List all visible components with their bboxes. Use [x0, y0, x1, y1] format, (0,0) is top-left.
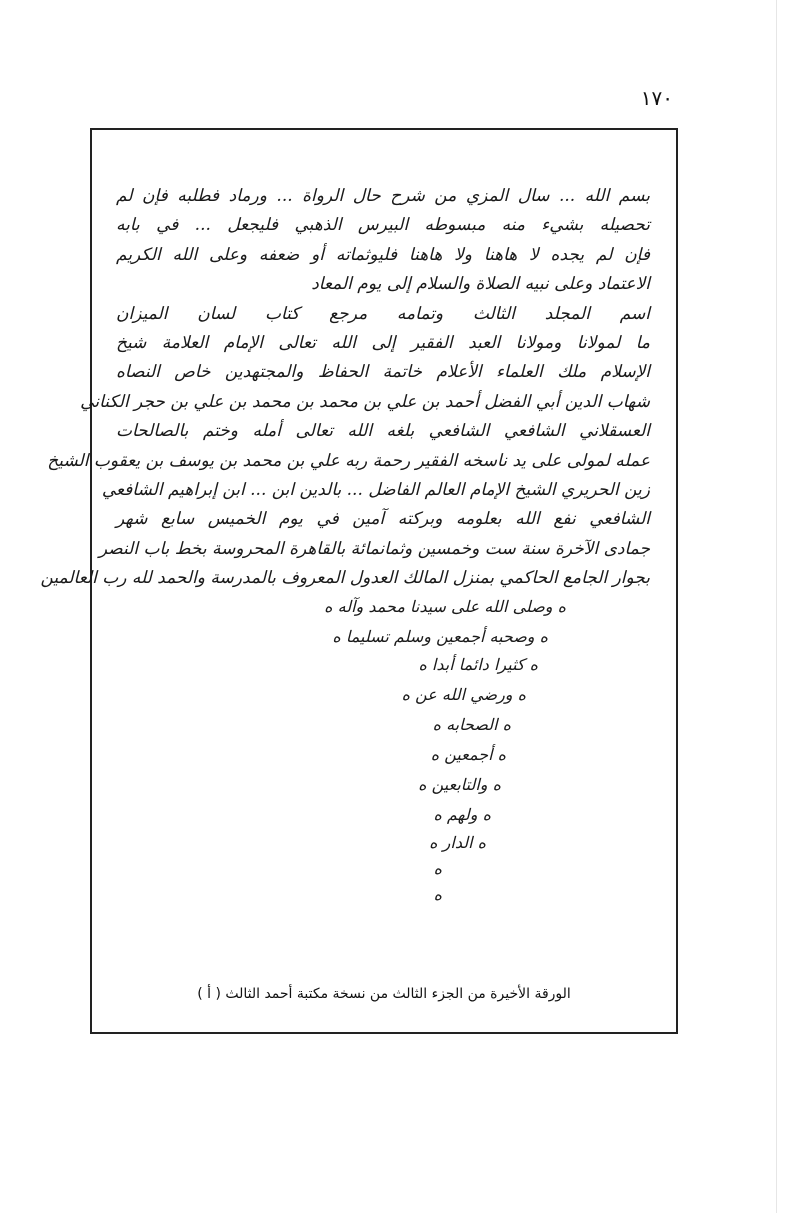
manuscript-line: العسقلاني الشافعي الشافعي بلغه الله تعالى أمله وختم بالصالحات	[116, 421, 650, 442]
colophon-line: ه	[433, 859, 442, 878]
colophon-line: ه الصحابه ه	[432, 715, 511, 734]
colophon-line: ه وصلى الله على سيدنا محمد وآله ه	[324, 597, 566, 616]
colophon-line: ه وصحبه أجمعين وسلم تسليما ه	[332, 627, 548, 646]
colophon-line: ه كثيرا دائما أبدا ه	[418, 655, 538, 674]
colophon-line: ه الدار ه	[429, 833, 486, 852]
manuscript-line: جمادى الآخرة سنة ست وخمسين وثمانمائة بالقاهرة المحروسة بخط باب النصر	[98, 538, 650, 559]
manuscript-line: فإن لم يجده لا هاهنا ولا هاهنا فليوثماته أو ضعفه وعلى الله الكريم	[116, 244, 650, 265]
manuscript-line: بسم الله ... سال المزي من شرح حال الرواة ... ورماد فطلبه فإن لم	[116, 186, 650, 206]
colophon-line: ه	[433, 885, 442, 904]
manuscript-line: شهاب الدين أبي الفضل أحمد بن علي بن محمد بن محمد بن علي بن حجر الكناني	[80, 391, 650, 412]
manuscript-line: تحصيله بشيء منه مبسوطه البيرس الذهبي فليجعل ... في بابه	[116, 215, 650, 236]
colophon-line: ه والتابعين ه	[418, 775, 501, 794]
page-edge-line	[776, 0, 777, 1213]
manuscript-line: اسم المجلد الثالث وتمامه مرجع كتاب لسان الميزان	[116, 303, 650, 324]
manuscript-line: بجوار الجامع الحاكمي بمنزل المالك العدول المعروف بالمدرسة والحمد لله رب العالمين	[40, 568, 650, 589]
manuscript-line: زين الحريري الشيخ الإمام العالم الفاضل ... بالدين ابن ... ابن إبراهيم الشافعي	[101, 479, 650, 500]
colophon-line: ه أجمعين ه	[430, 745, 506, 764]
colophon-line: ه ولهم ه	[433, 805, 491, 824]
manuscript-line: عمله لمولى على يد ناسخه الفقير رحمة ربه علي بن محمد بن يوسف بن يعقوب الشيخ	[47, 450, 650, 471]
manuscript-line: الشافعي نفع الله بعلومه وبركته آمين في يوم الخميس سابع شهر	[116, 509, 650, 530]
manuscript-frame	[40, 128, 678, 1034]
manuscript-line: الاعتماد وعلى نبيه الصلاة والسلام إلى يوم المعاد	[311, 274, 650, 295]
manuscript-text-block	[40, 182, 650, 593]
colophon-line: ه ورضي الله عن ه	[401, 685, 526, 704]
figure-caption: الورقة الأخيرة من الجزء الثالث من نسخة مكتبة أحمد الثالث ( أ )	[197, 986, 571, 1002]
page-number: ١٧٠	[640, 86, 673, 110]
manuscript-line: ما لمولانا ومولانا العبد الفقير إلى الله تعالى الإمام العلامة شيخ	[116, 332, 650, 353]
manuscript-line: الإسلام ملك العلماء الأعلام خاتمة الحفاظ والمجتهدين خاص النصاه	[116, 362, 650, 383]
